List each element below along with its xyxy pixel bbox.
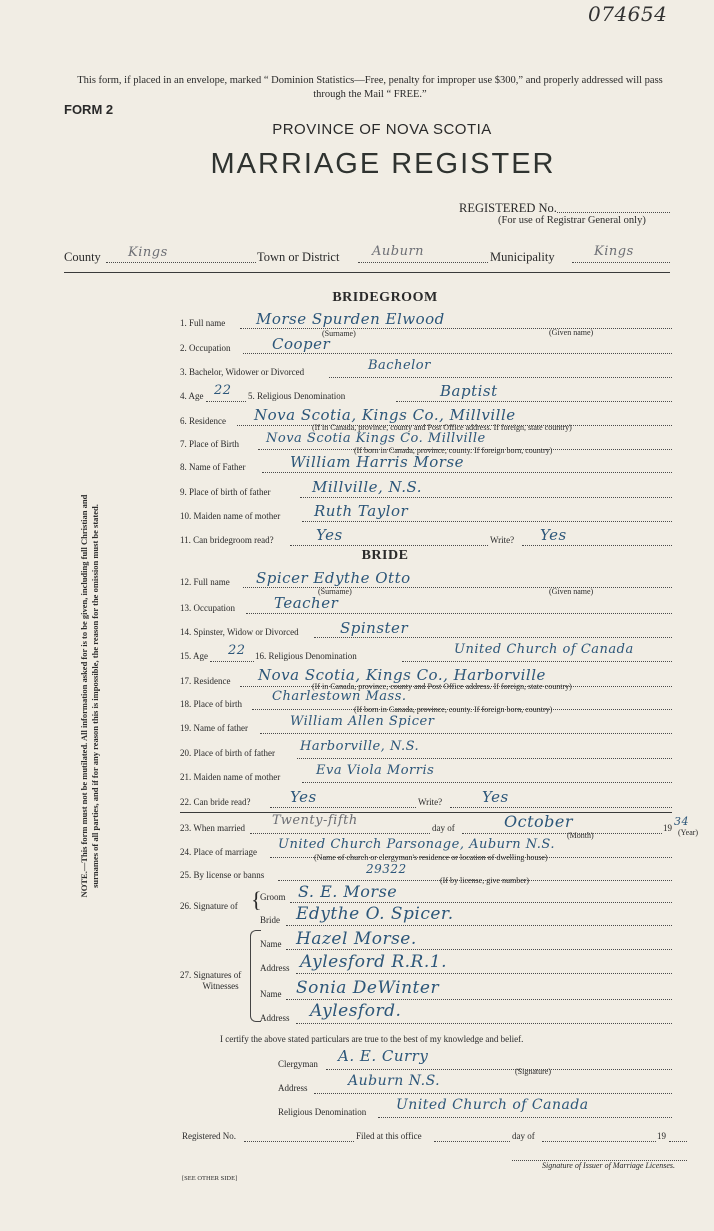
- groom-mother-label: 10. Maiden name of mother: [180, 511, 281, 521]
- bride-father-value: William Allen Spicer: [290, 714, 435, 729]
- bride-residence-value: Nova Scotia, Kings Co., Harborville: [258, 666, 546, 684]
- page-title: MARRIAGE REGISTER: [210, 148, 556, 180]
- groom-age-value: 22: [214, 383, 232, 398]
- witness2-address-label: Address: [260, 1013, 290, 1023]
- year-hint: (Year): [678, 828, 699, 837]
- groom-religion-label: 5. Religious Denomination: [248, 391, 346, 401]
- bride-religion-label: 16. Religious Denomination: [255, 651, 357, 661]
- bride-father-birth-label: 20. Place of birth of father: [180, 748, 275, 758]
- month-hint: (Month): [567, 831, 594, 840]
- clergyman-address-value: Auburn N.S.: [348, 1073, 441, 1089]
- clergyman-label: Clergyman: [278, 1059, 318, 1069]
- bride-surname-hint: (Surname): [318, 587, 352, 596]
- bride-status-value: Spinster: [340, 619, 409, 637]
- bride-residence-label: 17. Residence: [180, 676, 231, 686]
- side-note: NOTE.—This form must not be mutilated. All information asked for is to be given, including full Christian and surnames of all parties, and if for any reason this is impossible, the reason for the omission must be stated.: [79, 494, 100, 898]
- groom-residence-hint: (If in Canada, province, county and Post Office address. If foreign, state country): [312, 423, 572, 432]
- groom-birth-value: Nova Scotia Kings Co. Millville: [266, 431, 486, 446]
- clergyman-religion-value: United Church of Canada: [396, 1097, 589, 1113]
- signature-of-label: 26. Signature of: [180, 901, 238, 911]
- registrar-note: (For use of Registrar General only): [498, 215, 646, 226]
- municipality-label: Municipality: [490, 250, 555, 264]
- groom-read-value: Yes: [316, 526, 343, 544]
- place-hint: (Name of church or clergyman's residence or location of dwelling house): [314, 853, 548, 862]
- groom-label: Groom: [260, 892, 286, 902]
- groom-full-name-value: Morse Spurden Elwood: [256, 310, 445, 328]
- witness1-address-value: Aylesford R.R.1.: [300, 952, 447, 972]
- registered-no-line: [557, 212, 670, 213]
- bride-status-label: 14. Spinster, Widow or Divorced: [180, 627, 299, 637]
- bride-full-name-value: Spicer Edythe Otto: [256, 569, 411, 587]
- bride-residence-hint: (If in Canada, province, county and Post Office address. If foreign, state country): [312, 682, 572, 691]
- bridegroom-heading: BRIDEGROOM: [332, 290, 438, 305]
- witness1-name-value: Hazel Morse.: [296, 929, 417, 949]
- married-day-value: Twenty-fifth: [272, 813, 358, 828]
- license-label: 25. By license or banns: [180, 870, 265, 880]
- clergyman-signature-hint: (Signature): [515, 1067, 551, 1076]
- footer-filed-label: Filed at this office: [356, 1131, 422, 1141]
- married-month-value: October: [504, 812, 573, 831]
- bride-father-label: 19. Name of father: [180, 723, 248, 733]
- bride-occupation-value: Teacher: [274, 594, 339, 612]
- municipality-value: Kings: [594, 244, 634, 259]
- certification-statement: I certify the above stated particulars are true to the best of my knowledge and belief.: [220, 1034, 524, 1044]
- bride-birth-hint: (If born in Canada, province, county. If foreign born, country): [354, 705, 553, 714]
- bride-write-value: Yes: [482, 788, 509, 806]
- groom-mother-value: Ruth Taylor: [314, 502, 409, 520]
- form-label: FORM 2: [64, 102, 114, 117]
- groom-birth-hint: (If born in Canada, province, county. If foreign born, country): [354, 446, 553, 455]
- province-heading: PROVINCE OF NOVA SCOTIA: [272, 121, 492, 138]
- bride-read-value: Yes: [290, 788, 317, 806]
- groom-surname-hint: (Surname): [322, 329, 356, 338]
- footer-day-label: day of: [512, 1131, 535, 1141]
- footer-year-prefix: 19: [657, 1131, 666, 1141]
- groom-father-birth-value: Millville, N.S.: [312, 478, 422, 496]
- groom-write-value: Yes: [540, 526, 567, 544]
- bride-birth-value: Charlestown Mass.: [272, 689, 407, 704]
- signature-brace: {: [251, 887, 262, 912]
- groom-occupation-label: 2. Occupation: [180, 343, 231, 353]
- bride-age-label: 15. Age: [180, 651, 208, 661]
- groom-given-hint: (Given name): [549, 328, 594, 337]
- witness2-name-label: Name: [260, 989, 282, 999]
- married-year-value: 34: [674, 815, 689, 828]
- bride-father-birth-value: Harborville, N.S.: [300, 739, 420, 754]
- bride-occupation-label: 13. Occupation: [180, 603, 235, 613]
- groom-read-label: 11. Can bridegroom read?: [180, 535, 274, 545]
- bride-age-value: 22: [228, 643, 246, 658]
- bride-label: Bride: [260, 915, 280, 925]
- witness1-name-label: Name: [260, 939, 282, 949]
- footer-registered-label: Registered No.: [182, 1131, 236, 1141]
- groom-residence-label: 6. Residence: [180, 416, 226, 426]
- county-label: County: [64, 250, 101, 264]
- witnesses-label: 27. Signatures of Witnesses: [180, 970, 242, 991]
- town-label: Town or District: [257, 250, 340, 264]
- town-value: Auburn: [372, 244, 425, 259]
- bride-mother-value: Eva Viola Morris: [316, 763, 435, 778]
- header-divider: [64, 272, 670, 273]
- postal-notice: This form, if placed in an envelope, marked “ Dominion Statistics—Free, penalty for improper use $300,” and properly addressed will pass through the Mail “ FREE.”: [77, 75, 663, 100]
- license-number: 29322: [366, 862, 407, 876]
- witness2-address-value: Aylesford.: [310, 1001, 402, 1021]
- issuer-signature-label: Signature of Issuer of Marriage Licenses.: [542, 1161, 676, 1170]
- groom-father-value: William Harris Morse: [290, 453, 465, 471]
- bride-birth-label: 18. Place of birth: [180, 699, 242, 709]
- document-number-stamp: 074654: [588, 2, 668, 26]
- bride-divider: [180, 812, 672, 813]
- groom-signature: S. E. Morse: [298, 882, 398, 901]
- groom-occupation-value: Cooper: [272, 335, 331, 353]
- clergyman-address-label: Address: [278, 1083, 308, 1093]
- bride-religion-value: United Church of Canada: [454, 642, 634, 657]
- groom-father-label: 8. Name of Father: [180, 462, 246, 472]
- bride-given-hint: (Given name): [549, 587, 594, 596]
- groom-status-label: 3. Bachelor, Widower or Divorced: [180, 367, 305, 377]
- clergyman-religion-label: Religious Denomination: [278, 1107, 367, 1117]
- groom-religion-value: Baptist: [440, 382, 498, 400]
- license-hint: (If by license, give number): [440, 876, 530, 885]
- year-prefix: 19: [663, 823, 672, 833]
- bride-write-label: Write?: [418, 797, 443, 807]
- groom-age-label: 4. Age: [180, 391, 204, 401]
- bride-heading: BRIDE: [361, 548, 409, 563]
- place-of-marriage-label: 24. Place of marriage: [180, 847, 257, 857]
- clergyman-signature: A. E. Curry: [338, 1047, 429, 1065]
- place-of-marriage-value: United Church Parsonage, Auburn N.S.: [278, 837, 556, 852]
- bride-full-name-label: 12. Full name: [180, 577, 230, 587]
- groom-write-label: Write?: [490, 535, 515, 545]
- witness1-address-label: Address: [260, 963, 290, 973]
- county-value: Kings: [128, 245, 168, 260]
- bride-signature: Edythe O. Spicer.: [296, 904, 454, 924]
- groom-status-value: Bachelor: [368, 358, 431, 373]
- bride-read-label: 22. Can bride read?: [180, 797, 251, 807]
- bride-mother-label: 21. Maiden name of mother: [180, 772, 281, 782]
- groom-father-birth-label: 9. Place of birth of father: [180, 487, 271, 497]
- day-of-label: day of: [432, 823, 455, 833]
- groom-residence-value: Nova Scotia, Kings Co., Millville: [254, 406, 516, 424]
- groom-full-name-label: 1. Full name: [180, 318, 226, 328]
- registered-no-label: REGISTERED No.: [459, 201, 557, 215]
- see-other-side: [SEE OTHER SIDE]: [182, 1175, 238, 1182]
- witness2-name-value: Sonia DeWinter: [296, 978, 440, 998]
- when-married-label: 23. When married: [180, 823, 246, 833]
- groom-birth-label: 7. Place of Birth: [180, 439, 239, 449]
